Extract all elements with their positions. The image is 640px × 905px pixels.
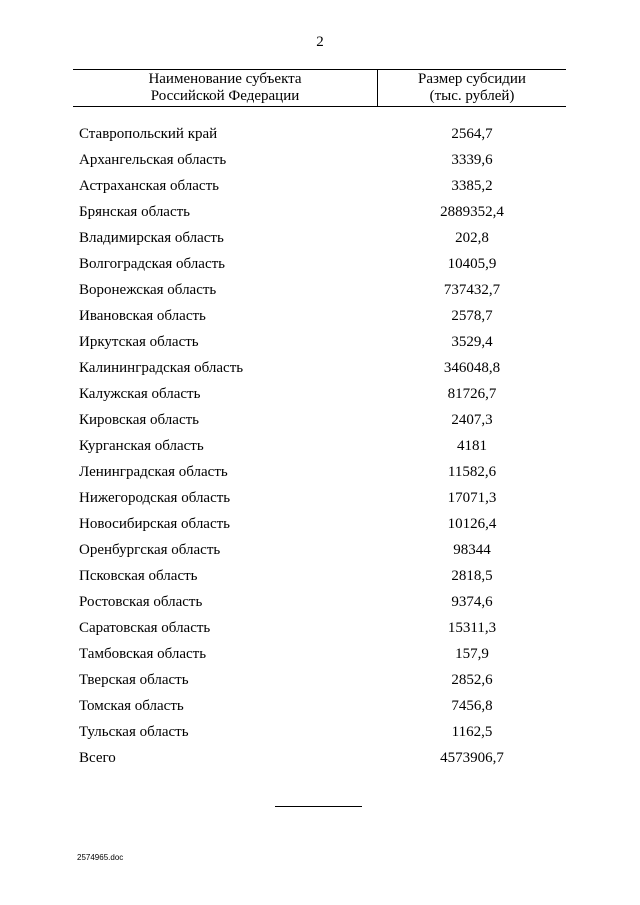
subject-name: Оренбургская область (79, 542, 221, 558)
table-row (73, 355, 566, 381)
total-row (73, 745, 566, 771)
end-of-document-line (275, 806, 362, 807)
table-row (73, 121, 566, 147)
subsidy-amount: 10126,4 (447, 516, 497, 532)
subsidy-amount: 3529,4 (451, 334, 493, 350)
subject-name: Саратовская область (79, 620, 211, 636)
subsidy-table (73, 69, 566, 766)
table-row (73, 225, 566, 251)
subsidy-amount: 2564,7 (451, 126, 493, 142)
subject-name: Ростовская область (79, 594, 203, 610)
subsidy-amount: 202,8 (455, 230, 489, 246)
subject-name: Томская область (79, 698, 184, 714)
table-row (73, 303, 566, 329)
subsidy-amount: 17071,3 (447, 490, 497, 506)
subsidy-amount: 11582,6 (447, 464, 497, 480)
table-row (73, 277, 566, 303)
subject-name: Иркутская область (79, 334, 199, 350)
table-row (73, 147, 566, 173)
table-row (73, 719, 566, 745)
table-row (73, 329, 566, 355)
subject-name: Новосибирская область (79, 516, 231, 532)
subsidy-amount: 98344 (453, 542, 491, 558)
subsidy-amount: 2407,3 (451, 412, 493, 428)
subsidy-amount: 2578,7 (451, 308, 493, 324)
subsidy-amount: 346048,8 (443, 360, 501, 376)
table-header (73, 69, 566, 107)
subsidy-amount: 1162,5 (451, 724, 493, 740)
subject-name: Тульская область (79, 724, 189, 740)
subsidy-amount: 737432,7 (443, 282, 501, 298)
subsidy-amount: 9374,6 (451, 594, 493, 610)
total-label: Всего (79, 750, 116, 766)
subject-name: Волгоградская область (79, 256, 225, 272)
table-body (73, 121, 566, 771)
table-row (73, 537, 566, 563)
subject-name: Ивановская область (79, 308, 206, 324)
subject-name: Владимирская область (79, 230, 224, 246)
subsidy-amount: 3339,6 (451, 152, 493, 168)
table-row (73, 589, 566, 615)
subsidy-amount: 15311,3 (447, 620, 497, 636)
subsidy-amount: 157,9 (455, 646, 489, 662)
header-subsidy-amount (378, 71, 566, 105)
subsidy-amount: 81726,7 (447, 386, 497, 402)
table-row (73, 251, 566, 277)
subject-name: Нижегородская область (79, 490, 231, 506)
table-row (73, 667, 566, 693)
subject-name: Архангельская область (79, 152, 227, 168)
table-row (73, 615, 566, 641)
subsidy-amount: 2852,6 (451, 672, 493, 688)
document-file-id: 2574965.doc (77, 853, 124, 862)
subsidy-amount: 3385,2 (451, 178, 493, 194)
subject-name: Калининградская область (79, 360, 244, 376)
table-row (73, 641, 566, 667)
table-row (73, 485, 566, 511)
subject-name: Тамбовская область (79, 646, 207, 662)
header-amount-line-2: (тыс. рублей) (429, 88, 515, 104)
header-subject-line-2: Российской Федерации (150, 88, 300, 104)
subsidy-amount: 2889352,4 (440, 204, 504, 220)
table-row (73, 511, 566, 537)
subject-name: Ленинградская область (79, 464, 228, 480)
table-row (73, 173, 566, 199)
table-row (73, 693, 566, 719)
header-amount-line-1: Размер субсидии (418, 71, 526, 87)
table-row (73, 199, 566, 225)
table-row (73, 433, 566, 459)
subject-name: Псковская область (79, 568, 198, 584)
subject-name: Брянская область (79, 204, 191, 220)
subject-name: Воронежская область (79, 282, 217, 298)
table-row (73, 381, 566, 407)
subsidy-amount: 2818,5 (451, 568, 493, 584)
subject-name: Астраханская область (79, 178, 219, 194)
subject-name: Курганская область (79, 438, 204, 454)
table-row (73, 563, 566, 589)
subject-name: Тверская область (79, 672, 189, 688)
subject-name: Калужская область (79, 386, 201, 402)
subsidy-amount: 7456,8 (451, 698, 493, 714)
subsidy-amount: 4181 (457, 438, 487, 454)
table-row (73, 459, 566, 485)
total-amount: 4573906,7 (440, 750, 504, 766)
subsidy-amount: 10405,9 (447, 256, 497, 272)
table-row (73, 407, 566, 433)
header-subject-line-1: Наименование субъекта (148, 71, 302, 87)
subject-name: Кировская область (79, 412, 200, 428)
subject-name: Ставропольский край (79, 126, 218, 142)
page-number: 2 (316, 34, 324, 50)
header-subject-name (73, 71, 377, 105)
